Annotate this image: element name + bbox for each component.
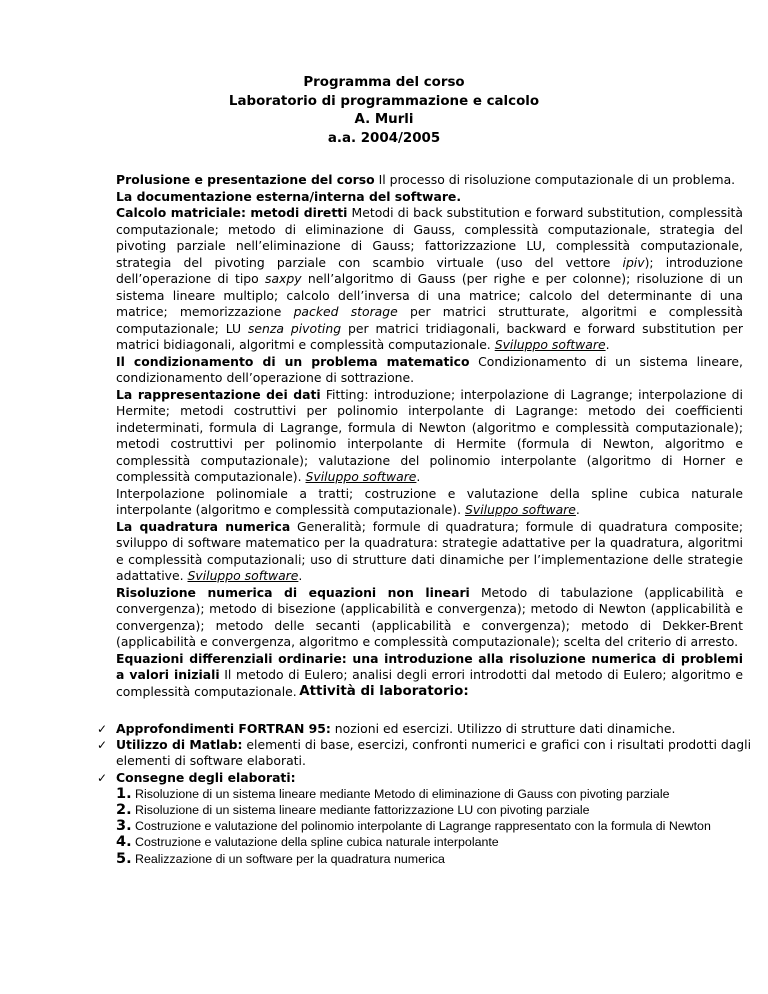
- checkmark-icon: ✓: [97, 770, 108, 785]
- lab-item-text: elementi di base, esercizi, confronti numerici e grafici con i risultati prodotti dagli elementi di software elaborati.: [116, 737, 752, 769]
- list-item: [116, 818, 757, 834]
- section-text: Condizionamento di un sistema lineare, condizionamento dell’operazione di sottrazione.: [116, 353, 743, 385]
- lab-activities-list: [97, 721, 757, 867]
- lab-item-text: nozioni ed esercizi. Utilizzo di strutture dati dinamiche.: [330, 721, 676, 736]
- section-text: .: [605, 337, 610, 352]
- title-line-2: Laboratorio di programmazione e calcolo: [228, 93, 540, 109]
- term-saxpy: saxpy: [265, 271, 302, 286]
- section-heading: Equazioni differenziali ordinarie: una introduzione alla risoluzione numerica di problemi a valori iniziali: [116, 650, 743, 682]
- lab-item-heading: Utilizzo di Matlab:: [116, 737, 243, 753]
- lab-heading: Attività di laboratorio:: [299, 684, 469, 699]
- section-condizionamento: [116, 354, 743, 387]
- section-heading: Risoluzione numerica di equazioni non lineari: [116, 584, 470, 600]
- section-text: Il processo di risoluzione computazionale di un problema.: [374, 172, 736, 187]
- section-heading: La documentazione esterna/interna del software.: [116, 188, 462, 204]
- section-text: ); introduzione dell’operazione di tipo: [116, 254, 743, 286]
- title-line-1: Programma del corso: [303, 75, 465, 90]
- term-ipiv: ipiv: [622, 254, 645, 270]
- section-heading: Prolusione e presentazione del corso: [116, 172, 375, 187]
- sviluppo-software-link: Sviluppo software: [305, 469, 417, 484]
- checkmark-icon: ✓: [97, 722, 108, 736]
- list-number: 4.: [116, 834, 132, 851]
- section-interpolazione: [116, 486, 743, 519]
- list-number: 2.: [116, 802, 132, 819]
- list-item: [116, 851, 757, 867]
- list-item: [116, 834, 757, 850]
- list-item-text: Risoluzione di un sistema lineare mediante fattorizzazione LU con pivoting parziale: [135, 803, 590, 818]
- list-item: [116, 786, 757, 802]
- section-heading: Calcolo matriciale: metodi diretti: [116, 205, 348, 220]
- title-line-3: A. Murli: [354, 112, 414, 127]
- section-text: Metodo di tabulazione (applicabilità e convergenza); metodo di bisezione (applicabilità e convergenza); metodo di Newton (applicabilità e convergenza); metodo delle secanti (applicabilità e convergenza); metodo di Dekker-Brent (applicabilità e convergenza, algoritmo e complessità computazionale); scelta del criterio di arresto.: [116, 584, 744, 649]
- section-text: Generalità; formule di quadratura; formule di quadratura composite; sviluppo di software matematico per la quadratura: strategie adattative per la quadratura, algoritmi e complessità computazionali; uso di strutture dati dinamiche per l’implementazione delle strategie adattative.: [116, 518, 743, 583]
- lab-item-matlab: [97, 737, 757, 769]
- course-program-body: [116, 172, 743, 700]
- lab-item-heading: Consegne degli elaborati:: [116, 769, 296, 785]
- list-number: 5.: [116, 850, 132, 867]
- list-item: [116, 802, 757, 818]
- section-text: Fitting: introduzione; interpolazione di Lagrange; interpolazione di Hermite; metodi costruttivi per polinomio interpolante di Lagrange: metodo dei coefficienti indeterminati, formula di Lagrange, formula di Newton (algoritmo e complessità computazionale); metodi costruttivi per polinomio interpolante di Hermite (formula di Newton, algoritmo e complessità computazionale); valutazione del polinomio interpolante (algoritmo di Horner e complessità computazionale).: [116, 386, 743, 484]
- list-number: 1.: [116, 785, 132, 802]
- lab-item-consegne: [97, 770, 757, 867]
- section-text: per matrici tridiagonali, backward e forward substitution per matrici bidiagonali, algoritmi e complessità computazionale.: [116, 320, 744, 352]
- section-equazioni-non-lineari: [116, 585, 743, 651]
- section-documentazione: [116, 189, 743, 206]
- section-heading: La quadratura numerica: [116, 518, 291, 534]
- sviluppo-software-link: Sviluppo software: [465, 502, 576, 517]
- document-title: [0, 74, 768, 148]
- section-text: .: [416, 469, 421, 484]
- section-heading: Il condizionamento di un problema matematico: [116, 353, 470, 369]
- list-number: 3.: [116, 818, 132, 835]
- list-item-text: Realizzazione di un software per la quadratura numerica: [135, 851, 445, 866]
- term-senza-pivoting: senza pivoting: [247, 320, 342, 336]
- lab-item-fortran: [97, 721, 757, 737]
- list-item-text: Costruzione e valutazione della spline cubica naturale interpolante: [135, 835, 499, 850]
- section-text: Metodi di back substitution e forward substitution, complessità computazionale; metodo di eliminazione di Gauss, complessità computazionale, strategia del pivoting parziale nell’eliminazione di Gauss; fattorizzazione LU, complessità computazionale, strategia del pivoting parziale con scambio virtuale (uso del vettore: [116, 205, 744, 270]
- lab-item-heading: Approfondimenti FORTRAN 95:: [116, 721, 331, 736]
- section-prolusione: [116, 172, 743, 189]
- section-heading: La rappresentazione dei dati: [116, 386, 321, 402]
- section-text: .: [575, 502, 580, 517]
- consegne-list: [116, 786, 757, 867]
- list-item-text: Risoluzione di un sistema lineare mediante Metodo di eliminazione di Gauss con pivoting parziale: [135, 786, 670, 801]
- sviluppo-software-link: Sviluppo software: [187, 568, 299, 583]
- title-line-4: a.a. 2004/2005: [327, 130, 441, 146]
- section-rappresentazione: [116, 387, 743, 486]
- checkmark-icon: ✓: [97, 738, 108, 753]
- sviluppo-software-link: Sviluppo software: [494, 337, 606, 352]
- term-packed-storage: packed storage: [293, 304, 398, 319]
- section-calcolo-matriciale: [116, 205, 743, 354]
- section-text: .: [298, 568, 303, 583]
- section-quadratura: [116, 519, 743, 585]
- section-text: per matrici strutturate, algoritmi e complessità computazionale; LU: [116, 304, 743, 336]
- list-item-text: Costruzione e valutazione del polinomio interpolante di Lagrange rappresentato con la formula di Newton: [135, 819, 711, 834]
- section-text: nell’algoritmo di Gauss (per righe e per colonne); risoluzione di un sistema lineare multiplo; calcolo dell’inversa di una matrice; calcolo del determinante di una matrice; memorizzazione: [116, 271, 743, 319]
- section-text: Il metodo di Eulero; analisi degli errori introdotti dal metodo di Eulero; algoritmo e complessità computazionale.: [116, 667, 743, 699]
- section-text: Interpolazione polinomiale a tratti; costruzione e valutazione della spline cubica naturale interpolante (algoritmo e complessità computazionale).: [116, 485, 743, 517]
